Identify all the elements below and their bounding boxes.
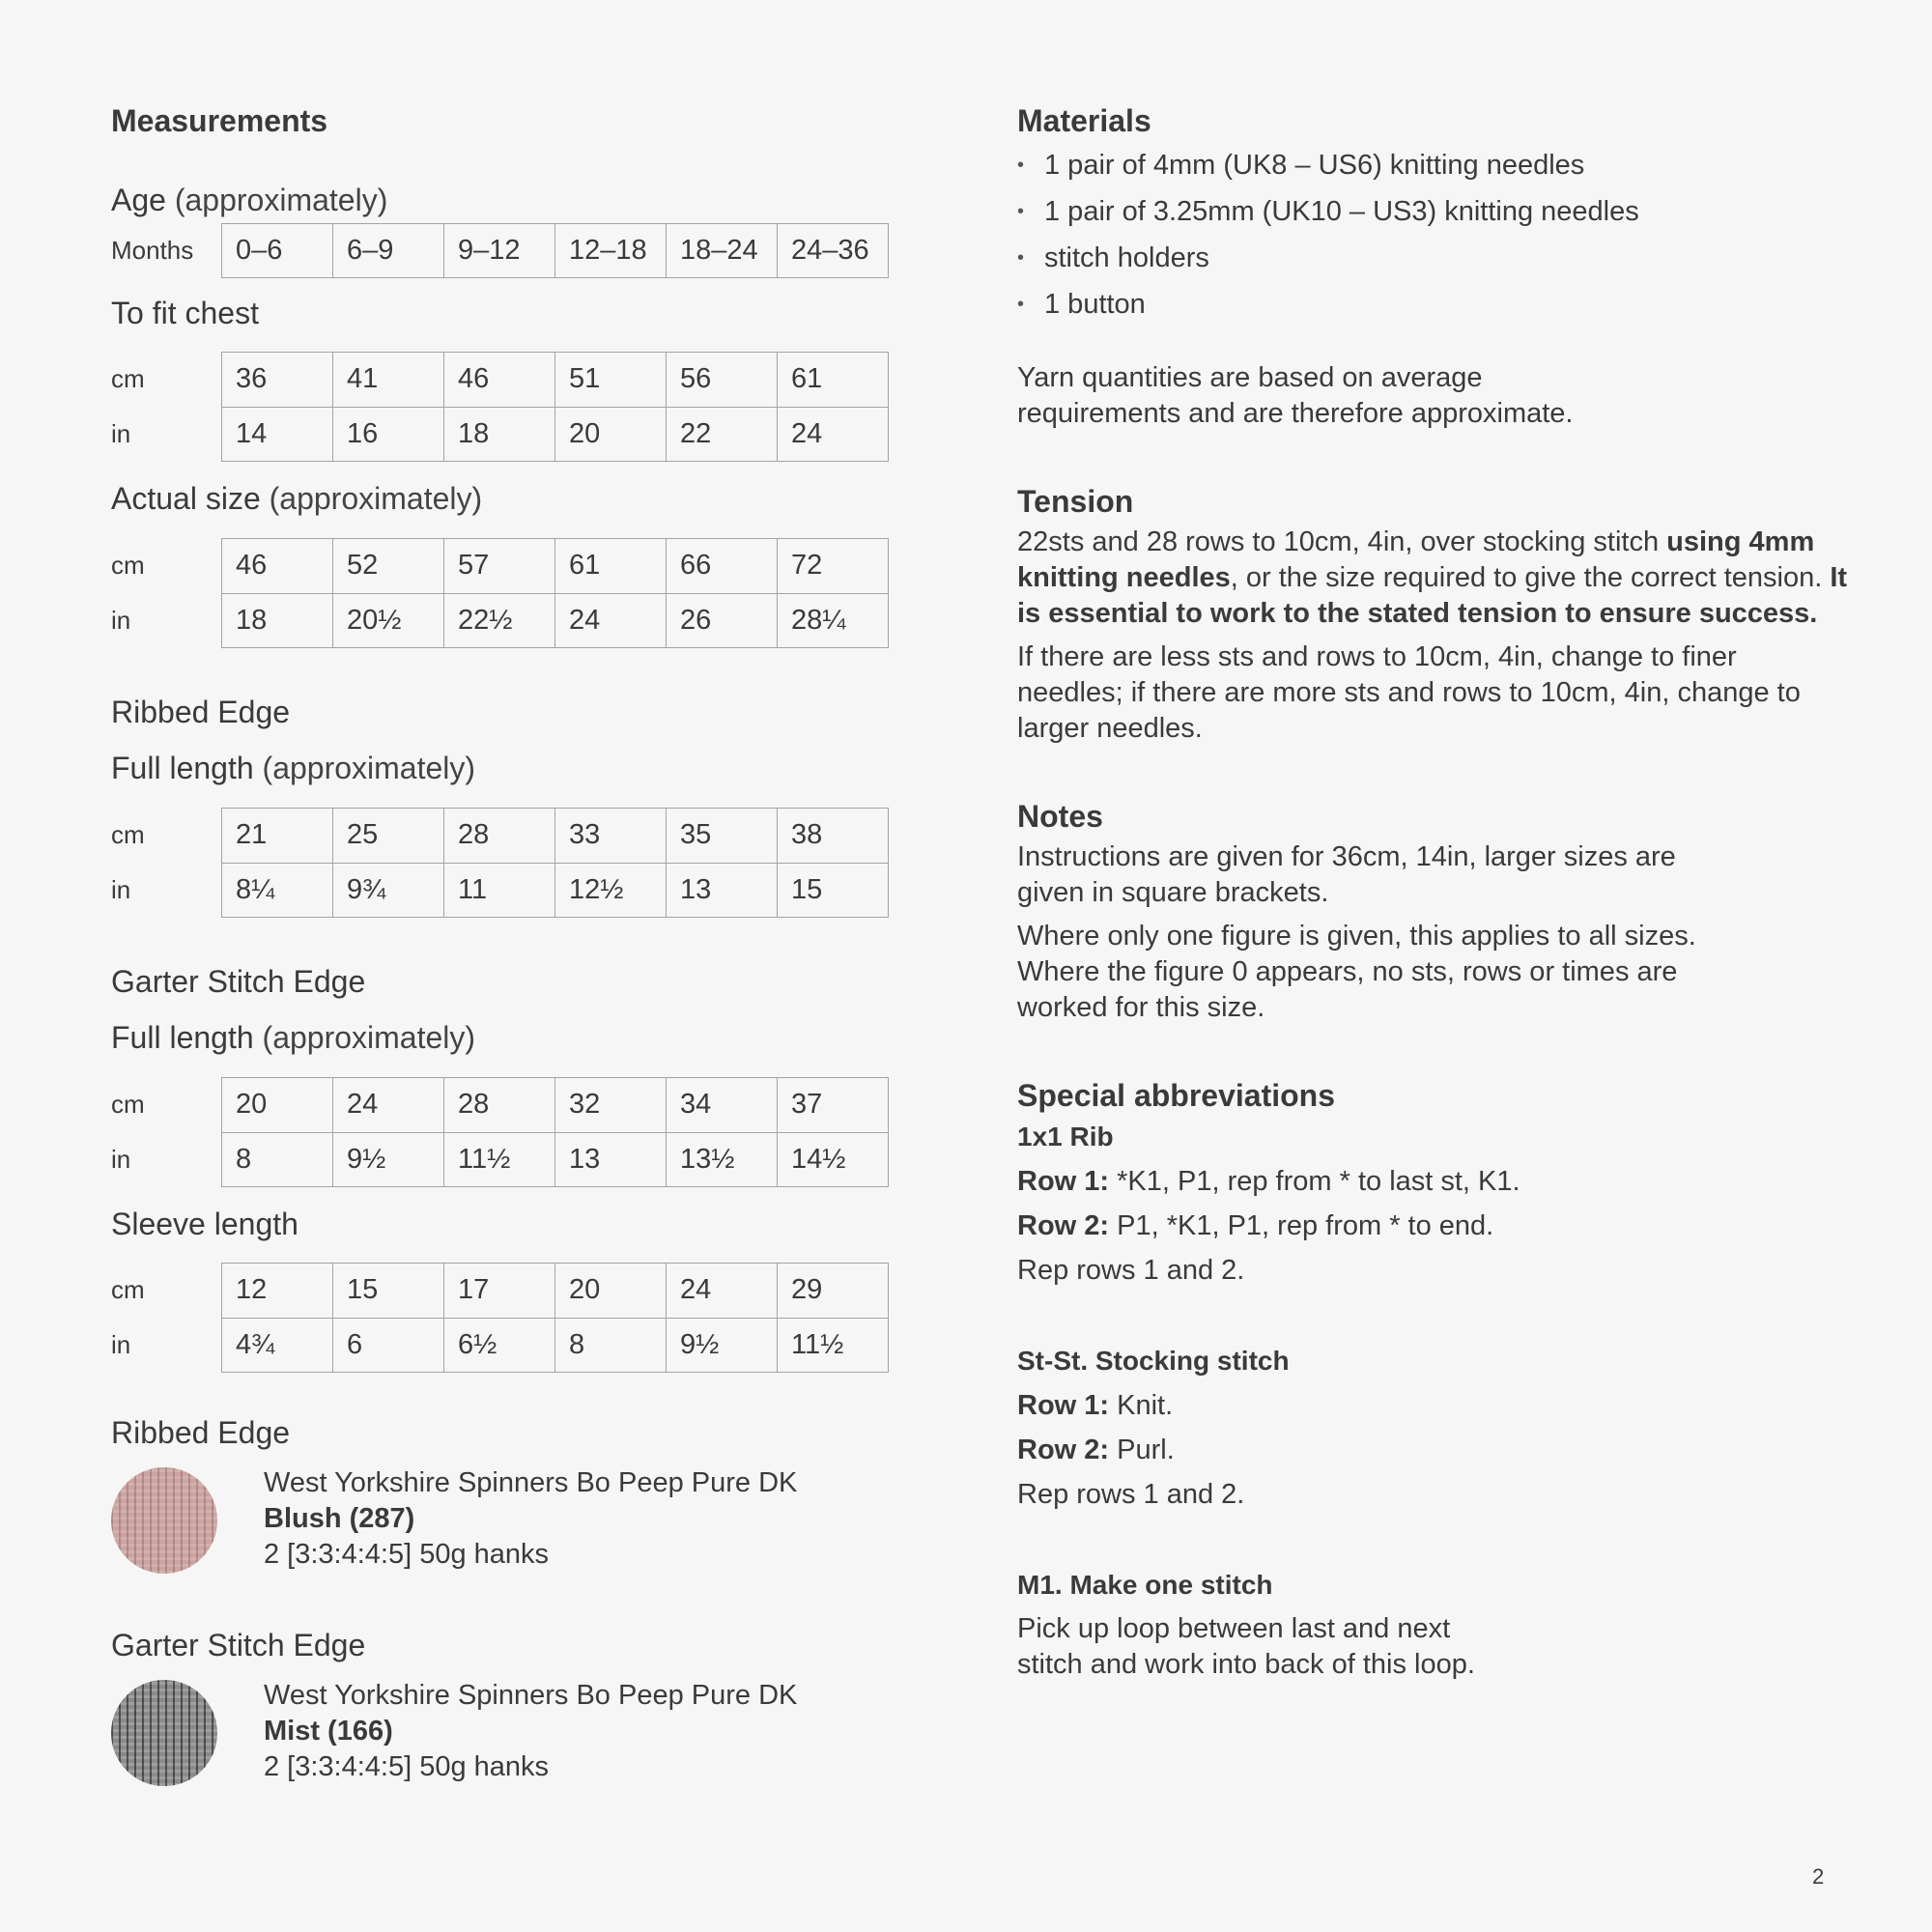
table-cell: 15 — [778, 863, 889, 918]
ribbed-edge-heading: Ribbed Edge — [111, 695, 291, 729]
table-cell: 46 — [444, 353, 555, 408]
tension-paragraph-2: If there are less sts and rows to 10cm, 4in, change to finer needles; if there are more sts and rows to 10cm, 4in, change to larger needles. — [1017, 641, 1801, 744]
table-row — [222, 863, 889, 918]
row-label-cm: cm — [111, 551, 145, 580]
stst-title: St-St. Stocking stitch — [1017, 1346, 1290, 1376]
table-cell: 32 — [555, 1078, 667, 1133]
table-row — [222, 1078, 889, 1133]
table-cell: 36 — [222, 353, 333, 408]
rib-repeat: Rep rows 1 and 2. — [1017, 1255, 1245, 1286]
table-cell: 57 — [444, 539, 555, 594]
table-cell: 6½ — [444, 1318, 555, 1373]
table-row — [222, 353, 889, 408]
table-cell: 13 — [555, 1132, 667, 1187]
yarn-shade: Mist (166) — [264, 1716, 393, 1747]
row-label-cm: cm — [111, 364, 145, 393]
tension-title: Tension — [1017, 484, 1134, 519]
row-label-in: in — [111, 419, 131, 448]
age-table — [111, 223, 903, 278]
row-label-cm: cm — [111, 1275, 145, 1304]
table-cell: 9–12 — [444, 224, 555, 278]
table-cell: 34 — [667, 1078, 778, 1133]
age-heading: Age (approximately) — [111, 183, 388, 217]
materials-list — [1017, 142, 1848, 327]
table-cell: 9¾ — [333, 863, 444, 918]
table-cell: 61 — [778, 353, 889, 408]
table-cell: 9½ — [667, 1318, 778, 1373]
table-row — [222, 1264, 889, 1319]
table-cell: 12 — [222, 1264, 333, 1319]
yarn-quantity: 2 [3:3:4:4:5] 50g hanks — [264, 1539, 550, 1570]
table-cell: 20 — [222, 1078, 333, 1133]
table-cell: 13 — [667, 863, 778, 918]
table-cell: 12½ — [555, 863, 667, 918]
chest-heading: To fit chest — [111, 296, 259, 330]
ribbed-length-table — [111, 808, 903, 918]
table-cell: 4¾ — [222, 1318, 333, 1373]
yarn-item-mist — [111, 1678, 903, 1786]
yarn-swatch-blush — [111, 1467, 217, 1574]
table-cell: 17 — [444, 1264, 555, 1319]
table-cell: 21 — [222, 809, 333, 864]
abbreviations-title: Special abbreviations — [1017, 1078, 1336, 1113]
table-cell: 46 — [222, 539, 333, 594]
table-cell: 8 — [222, 1132, 333, 1187]
measurements-title: Measurements — [111, 103, 328, 138]
table-cell: 20 — [555, 407, 667, 462]
ribbed-full-length-heading: Full length (approximately) — [111, 751, 476, 785]
table-cell: 56 — [667, 353, 778, 408]
table-row — [222, 539, 889, 594]
table-cell: 18 — [444, 407, 555, 462]
actual-size-table — [111, 538, 903, 648]
table-cell: 24 — [555, 593, 667, 648]
table-row — [222, 1318, 889, 1373]
yarn-name: West Yorkshire Spinners Bo Peep Pure DK — [264, 1467, 798, 1498]
list-item: • 1 button — [1017, 281, 1848, 327]
rib-row-1: Row 1: *K1, P1, rep from * to last st, K1. — [1017, 1166, 1520, 1197]
table-cell: 72 — [778, 539, 889, 594]
row-label-months: Months — [111, 236, 194, 265]
table-cell: 12–18 — [555, 224, 667, 278]
sleeve-length-table — [111, 1263, 903, 1373]
table-cell: 20½ — [333, 593, 444, 648]
table-cell: 28 — [444, 809, 555, 864]
table-cell: 41 — [333, 353, 444, 408]
chest-table — [111, 352, 903, 462]
row-label-cm: cm — [111, 820, 145, 849]
notes-paragraph-1: Instructions are given for 36cm, 14in, larger sizes are given in square brackets. — [1017, 841, 1676, 908]
notes-title: Notes — [1017, 799, 1103, 834]
row-label-in: in — [111, 875, 131, 904]
yarn-shade: Blush (287) — [264, 1503, 415, 1534]
row-label-in: in — [111, 1330, 131, 1359]
table-cell: 51 — [555, 353, 667, 408]
row-label-in: in — [111, 1145, 131, 1174]
table-row — [222, 1132, 889, 1187]
rib-row-2: Row 2: P1, *K1, P1, rep from * to end. — [1017, 1210, 1494, 1241]
table-cell: 35 — [667, 809, 778, 864]
table-cell: 8¼ — [222, 863, 333, 918]
list-item: • stitch holders — [1017, 235, 1848, 281]
table-cell: 18–24 — [667, 224, 778, 278]
table-cell: 29 — [778, 1264, 889, 1319]
info-column — [1017, 101, 1848, 1683]
row-label-in: in — [111, 606, 131, 635]
m1-description: Pick up loop between last and next stitch and work into back of this loop. — [1017, 1613, 1475, 1680]
table-cell: 38 — [778, 809, 889, 864]
garter-edge-heading: Garter Stitch Edge — [111, 964, 366, 999]
garter-full-length-heading: Full length (approximately) — [111, 1020, 476, 1055]
table-cell: 11 — [444, 863, 555, 918]
list-item: • 1 pair of 3.25mm (UK10 – US3) knitting needles — [1017, 188, 1848, 235]
table-cell: 24 — [667, 1264, 778, 1319]
yarn-quantity: 2 [3:3:4:4:5] 50g hanks — [264, 1751, 550, 1782]
actual-size-heading: Actual size (approximately) — [111, 481, 483, 516]
stst-repeat: Rep rows 1 and 2. — [1017, 1479, 1245, 1510]
table-cell: 8 — [555, 1318, 667, 1373]
table-cell: 14½ — [778, 1132, 889, 1187]
table-cell: 25 — [333, 809, 444, 864]
table-cell: 66 — [667, 539, 778, 594]
yarn-swatch-mist — [111, 1680, 217, 1786]
yarn-garter-heading: Garter Stitch Edge — [111, 1628, 366, 1662]
table-cell: 15 — [333, 1264, 444, 1319]
table-cell: 0–6 — [222, 224, 333, 278]
stst-row-1: Row 1: Knit. — [1017, 1390, 1174, 1421]
table-cell: 24 — [333, 1078, 444, 1133]
tension-paragraph-1: 22sts and 28 rows to 10cm, 4in, over stocking stitch using 4mm knitting needles, or the size required to give the correct tension. It is essential to work to the stated tension to ensure success. — [1017, 526, 1848, 629]
notes-paragraph-2: Where only one figure is given, this applies to all sizes. Where the figure 0 appears, no sts, rows or times are worked for this size. — [1017, 921, 1696, 1023]
table-cell: 14 — [222, 407, 333, 462]
yarn-ribbed-heading: Ribbed Edge — [111, 1415, 291, 1450]
table-cell: 18 — [222, 593, 333, 648]
yarn-quantity-note: Yarn quantities are based on average requirements and are therefore approximate. — [1017, 362, 1574, 429]
table-cell: 6 — [333, 1318, 444, 1373]
table-cell: 20 — [555, 1264, 667, 1319]
table-cell: 33 — [555, 809, 667, 864]
table-cell: 24–36 — [778, 224, 889, 278]
table-row — [222, 809, 889, 864]
table-cell: 13½ — [667, 1132, 778, 1187]
table-cell: 16 — [333, 407, 444, 462]
row-label-cm: cm — [111, 1090, 145, 1119]
table-cell: 22 — [667, 407, 778, 462]
table-cell: 37 — [778, 1078, 889, 1133]
table-cell: 22½ — [444, 593, 555, 648]
table-cell: 11½ — [778, 1318, 889, 1373]
table-cell: 26 — [667, 593, 778, 648]
m1-title: M1. Make one stitch — [1017, 1570, 1273, 1600]
yarn-name: West Yorkshire Spinners Bo Peep Pure DK — [264, 1680, 798, 1711]
table-cell: 28 — [444, 1078, 555, 1133]
page-number: 2 — [1812, 1864, 1825, 1889]
table-cell: 28¼ — [778, 593, 889, 648]
yarn-item-blush — [111, 1465, 903, 1574]
table-cell: 11½ — [444, 1132, 555, 1187]
sleeve-length-heading: Sleeve length — [111, 1207, 298, 1241]
rib-title: 1x1 Rib — [1017, 1122, 1114, 1151]
table-cell: 24 — [778, 407, 889, 462]
table-row — [222, 593, 889, 648]
list-item: • 1 pair of 4mm (UK8 – US6) knitting needles — [1017, 142, 1848, 188]
stst-row-2: Row 2: Purl. — [1017, 1435, 1175, 1465]
table-cell: 61 — [555, 539, 667, 594]
garter-length-table — [111, 1077, 903, 1187]
table-cell: 52 — [333, 539, 444, 594]
table-row — [222, 407, 889, 462]
materials-title: Materials — [1017, 103, 1151, 138]
table-row — [222, 224, 889, 278]
measurements-column — [111, 101, 903, 1786]
table-cell: 6–9 — [333, 224, 444, 278]
table-cell: 9½ — [333, 1132, 444, 1187]
